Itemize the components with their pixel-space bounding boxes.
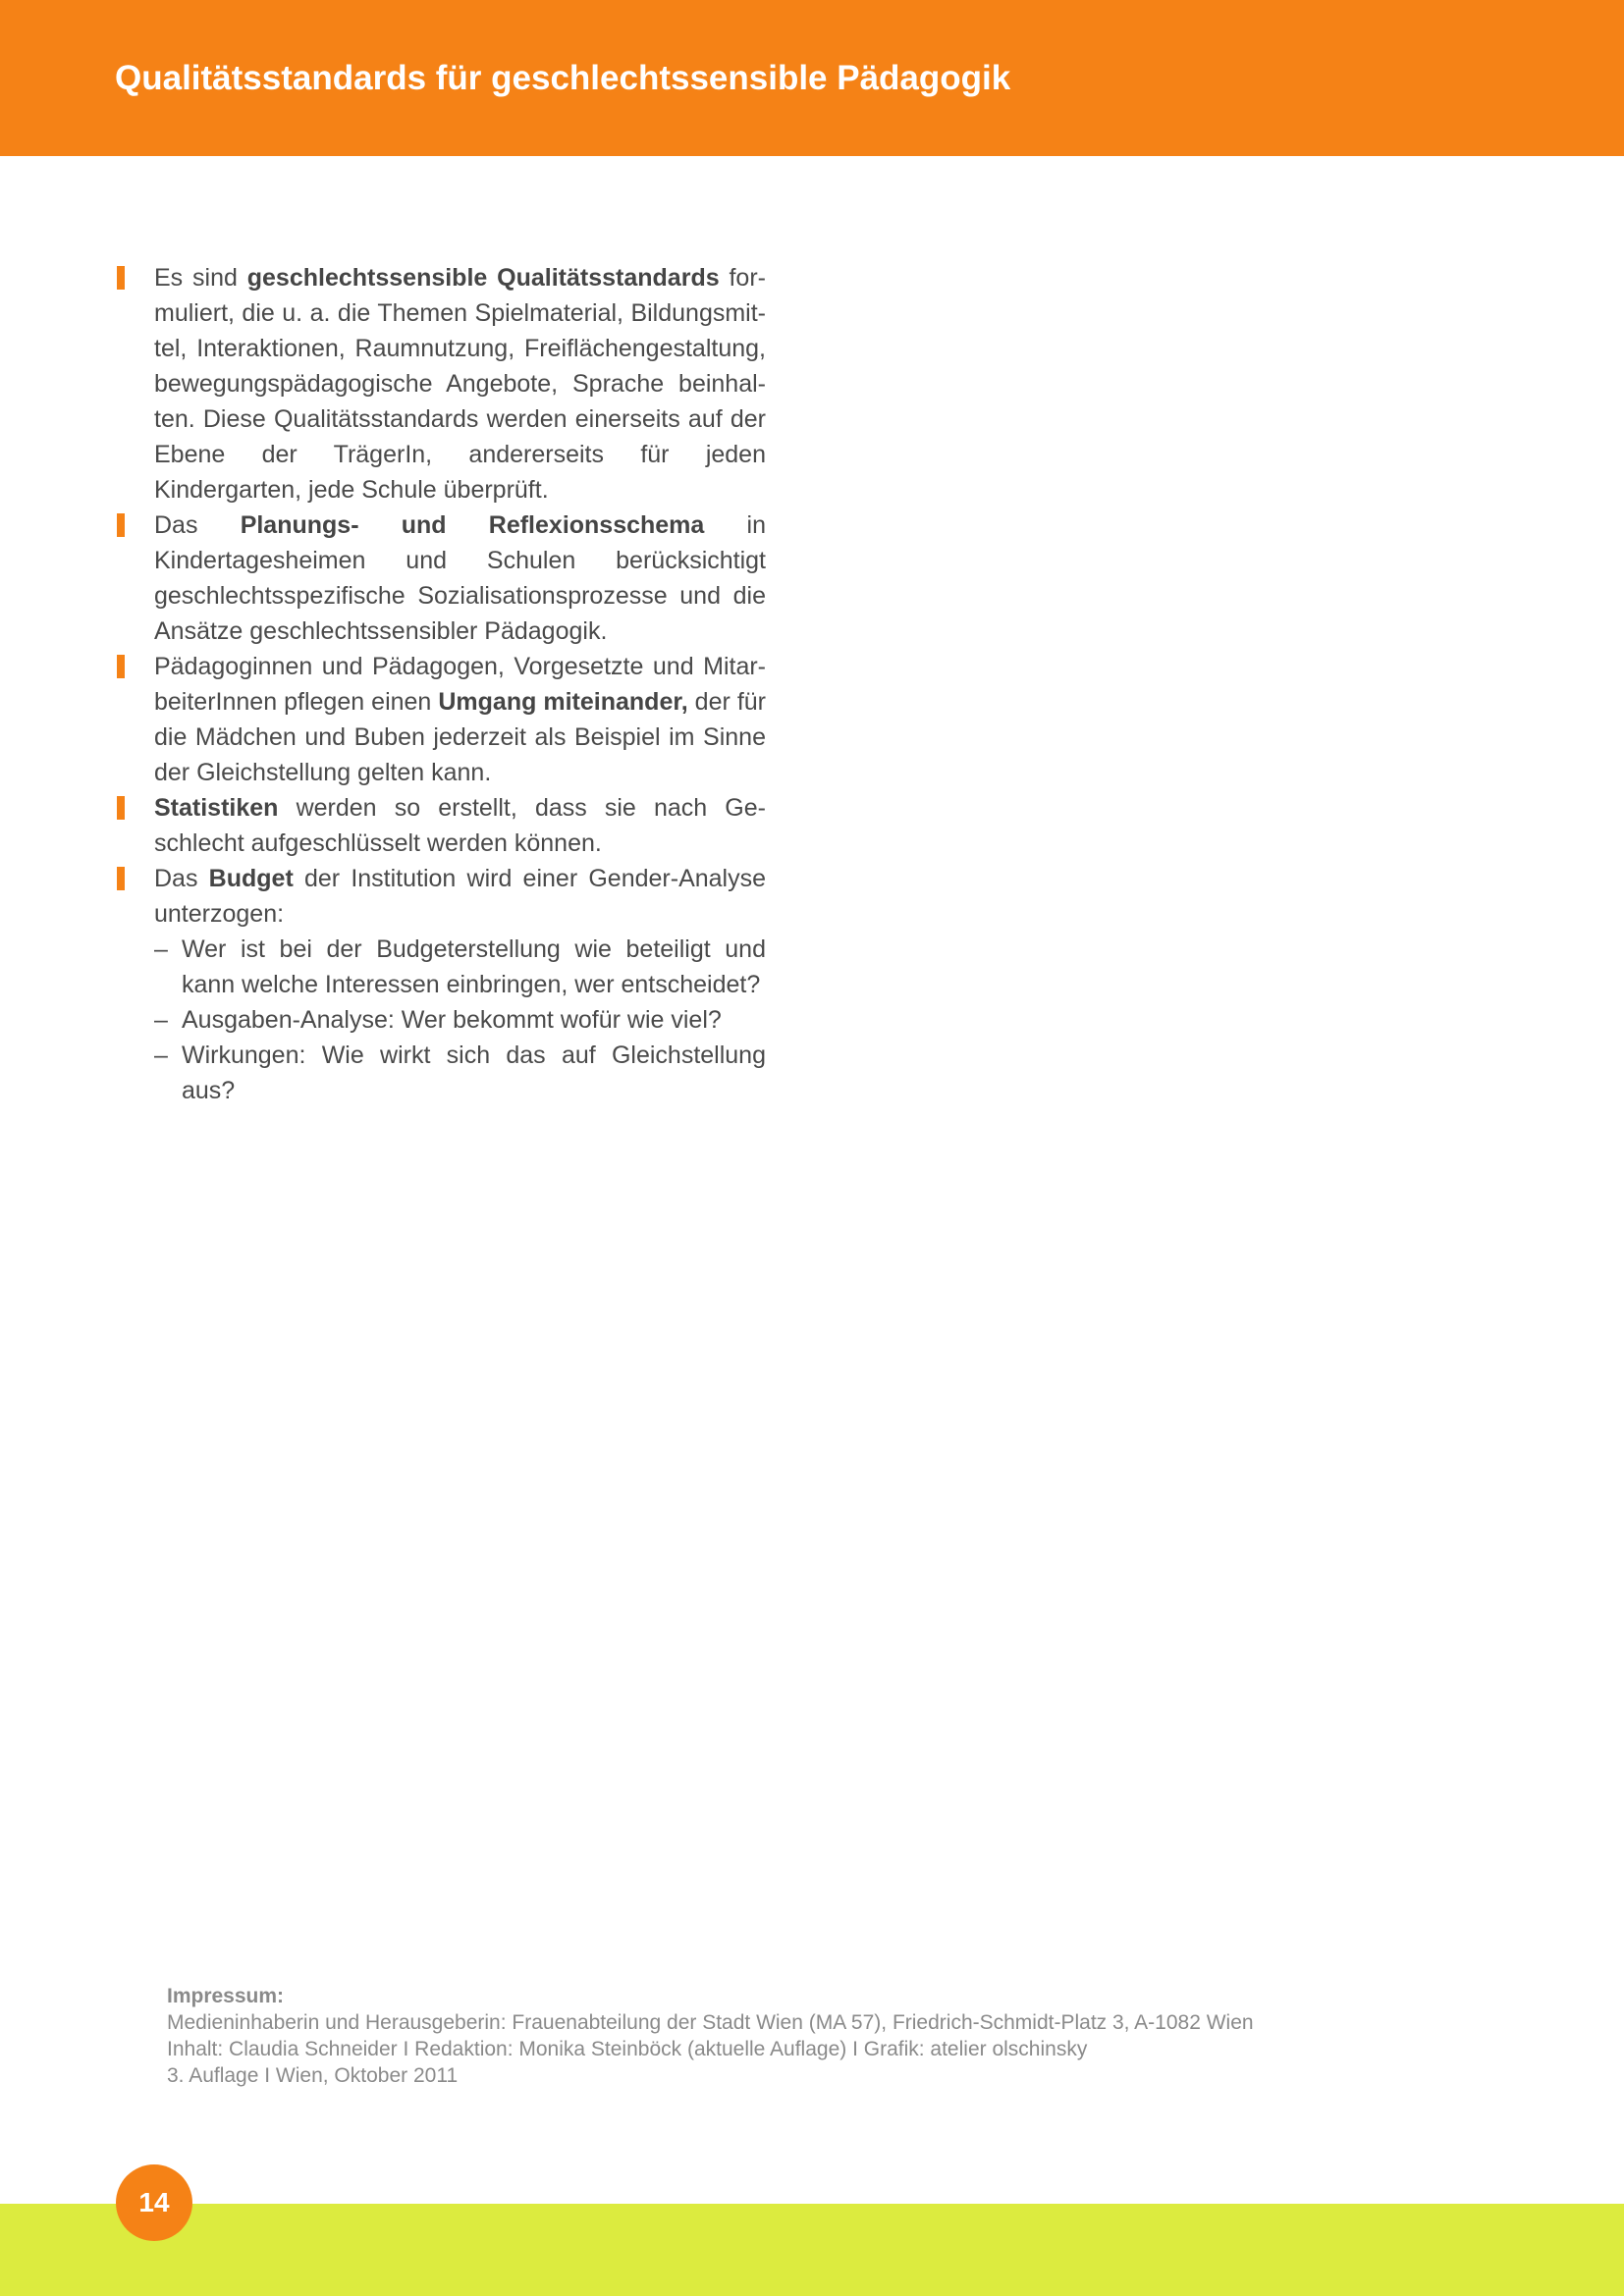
sub-item-text: Ausgaben-Analyse: Wer bekommt wofür wie viel? (182, 1006, 722, 1034)
page-number: 14 (116, 2164, 192, 2241)
bold-term: Statistiken (154, 794, 279, 822)
bullet-text (154, 790, 766, 861)
sub-item-text: Wirkungen: Wie wirkt sich das auf Gleichstellung aus? (182, 1041, 766, 1104)
dash-marker: – (154, 1006, 168, 1034)
dash-marker: – (154, 935, 168, 963)
bullet-item (115, 507, 766, 649)
main-content (115, 260, 766, 1108)
text-segment: Pädagoginnen und Pädagogen, Vorgesetzte und MitarbeiterInnen pflegen einen (154, 653, 766, 716)
text-segment: in Kindertagesheimen und Schulen berücksichtigt geschlechtsspezifische Sozialisationsprozesse und die Ansätze geschlechtssensibler Pädagogik. (154, 511, 767, 645)
text-segment: formuliert, die u. a. die Themen Spielmaterial, Bildungsmittel, Interaktionen, Raumnutzung, Freiflächengestaltung, bewegungspädagogische Angebote, Sprache beinhalten. Diese Qualitätsstandards werden einerseits auf der Ebene der TrägerIn, andererseits für jeden Kindergarten, jede Schule überprüft. (154, 264, 766, 504)
bullet-marker-icon (117, 655, 125, 678)
text-segment: Es sind (154, 264, 247, 292)
bullet-item (115, 649, 766, 790)
footer-band (0, 2204, 1624, 2296)
page-title: Qualitätsstandards für geschlechtssensible Pädagogik (115, 59, 1011, 97)
impressum-line-credits: Inhalt: Claudia Schneider I Redaktion: Monika Steinböck (aktuelle Auflage) I Grafik: atelier olschinsky (167, 2038, 1088, 2060)
sub-list-item (154, 1038, 766, 1108)
text-segment: Das (154, 511, 241, 539)
sub-list-item (154, 932, 766, 1002)
sub-item-text: Wer ist bei der Budgeterstellung wie beteiligt und kann welche Interessen einbringen, wer entscheidet? (182, 935, 766, 998)
bold-term: Umgang miteinander, (438, 688, 688, 716)
impressum-line-edition: 3. Auflage I Wien, Oktober 2011 (167, 2064, 459, 2087)
bold-term: Planungs- und Reflexionsschema (240, 511, 705, 539)
bullet-text (154, 861, 766, 932)
bullet-text (154, 649, 766, 790)
impressum (167, 1983, 1492, 2089)
bullet-marker-icon (117, 513, 125, 537)
bullet-marker-icon (117, 867, 125, 890)
bullet-marker-icon (117, 796, 125, 820)
text-segment: der Institution wird einer Gender-Analyse unterzogen: (154, 865, 767, 928)
bold-term: Budget (208, 865, 294, 892)
impressum-line-publisher: Medieninhaberin und Herausgeberin: Frauenabteilung der Stadt Wien (MA 57), Friedrich-Schmidt-Platz 3, A-1082 Wien (167, 2011, 1254, 2034)
bullet-item (115, 861, 766, 1108)
bullet-list (115, 260, 766, 1108)
header-band (0, 0, 1624, 156)
sub-list-item (154, 1002, 766, 1038)
impressum-heading: Impressum: (167, 1985, 285, 2007)
sub-list (154, 932, 766, 1108)
text-segment: Das (154, 865, 209, 892)
bullet-item (115, 790, 766, 861)
bullet-text (154, 507, 766, 649)
text-segment: werden so erstellt, dass sie nach Geschlecht aufgeschlüsselt werden können. (154, 794, 766, 857)
bullet-text (154, 260, 766, 507)
dash-marker: – (154, 1041, 168, 1069)
text-segment: der für die Mädchen und Buben jederzeit als Beispiel im Sinne der Gleichstellung gelten kann. (154, 688, 767, 786)
bullet-item (115, 260, 766, 507)
bold-term: geschlechtssensible Qualitätsstandards (246, 264, 720, 292)
bullet-marker-icon (117, 266, 125, 290)
